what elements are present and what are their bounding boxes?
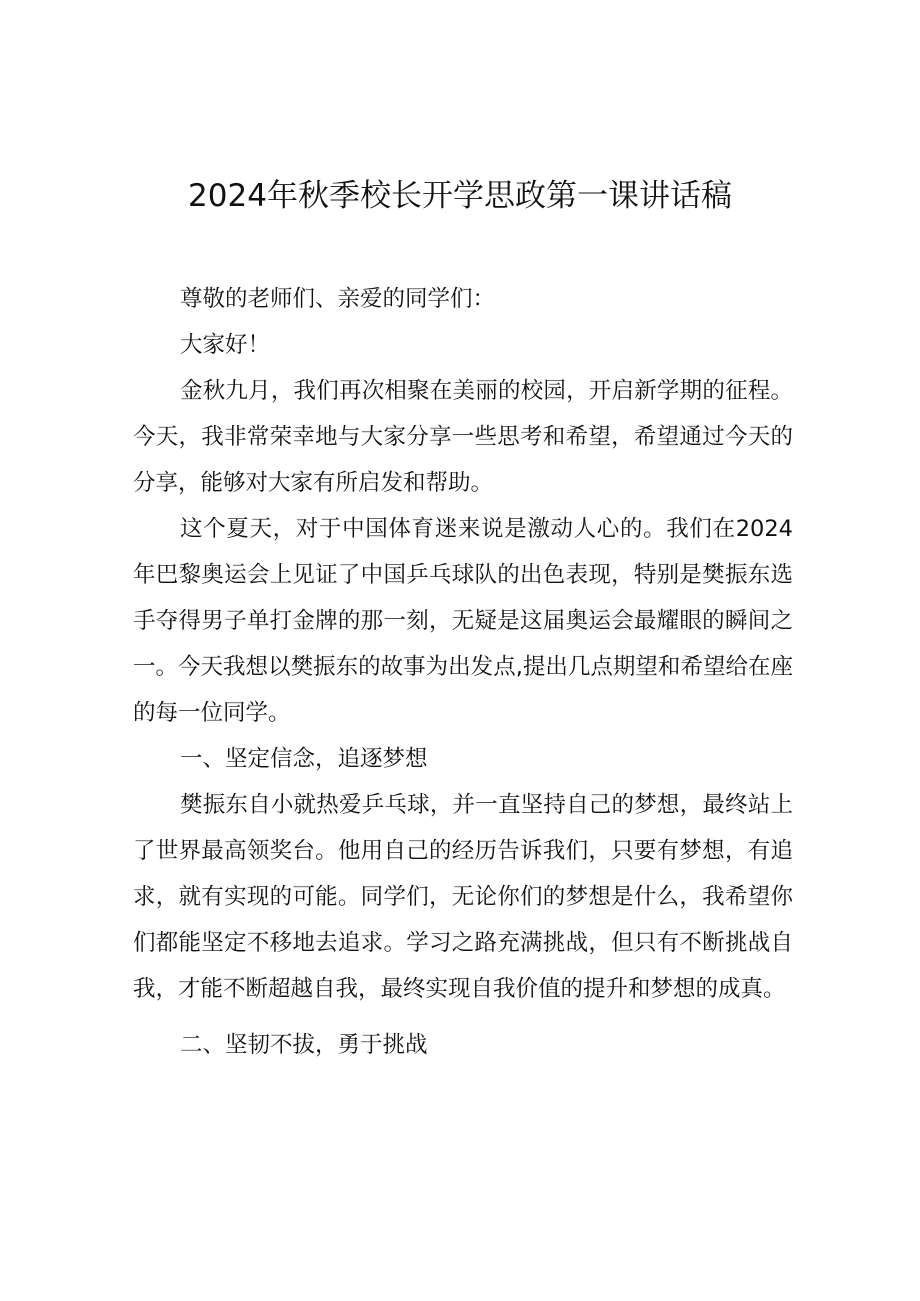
paragraph-section-1: 樊振东自小就热爱乒乓球，并一直坚持自己的梦想，最终站上了世界最高领奖台。他用自己的经历告诉我们，只要有梦想，有追求，就有实现的可能。同学们，无论你们的梦想是什么，我希望你们都能坚定不移地去追求。学习之路充满挑战，但只有不断挑战自我，才能不断超越自我，最终实现自我价值的提升和梦想的成真。 xyxy=(133,792,793,1002)
section-heading-2: 二、坚韧不拔，勇于挑战 xyxy=(180,1032,428,1058)
paragraph-intro: 金秋九月，我们再次相聚在美丽的校园，开启新学期的征程。今天，我非常荣幸地与大家分享一些思考和希望，希望通过今天的分享，能够对大家有所启发和帮助。 xyxy=(133,378,793,496)
paragraph-olympics: 这个夏天，对于中国体育迷来说是激动人心的。我们在2024年巴黎奥运会上见证了中国乒乓球队的出色表现，特别是樊振东选手夺得男子单打金牌的那一刻，无疑是这届奥运会最耀眼的瞬间之一。今天我想以樊振东的故事为出发点,提出几点期望和希望给在座的每一位同学。 xyxy=(133,516,793,726)
section-heading-1: 一、坚定信念，追逐梦想 xyxy=(180,746,428,772)
document-body xyxy=(133,276,793,1068)
greeting: 大家好！ xyxy=(180,332,271,358)
document-title: 2024年秋季校长开学思政第一课讲话稿 xyxy=(188,178,732,214)
salutation: 尊敬的老师们、亲爱的同学们： xyxy=(180,286,496,312)
